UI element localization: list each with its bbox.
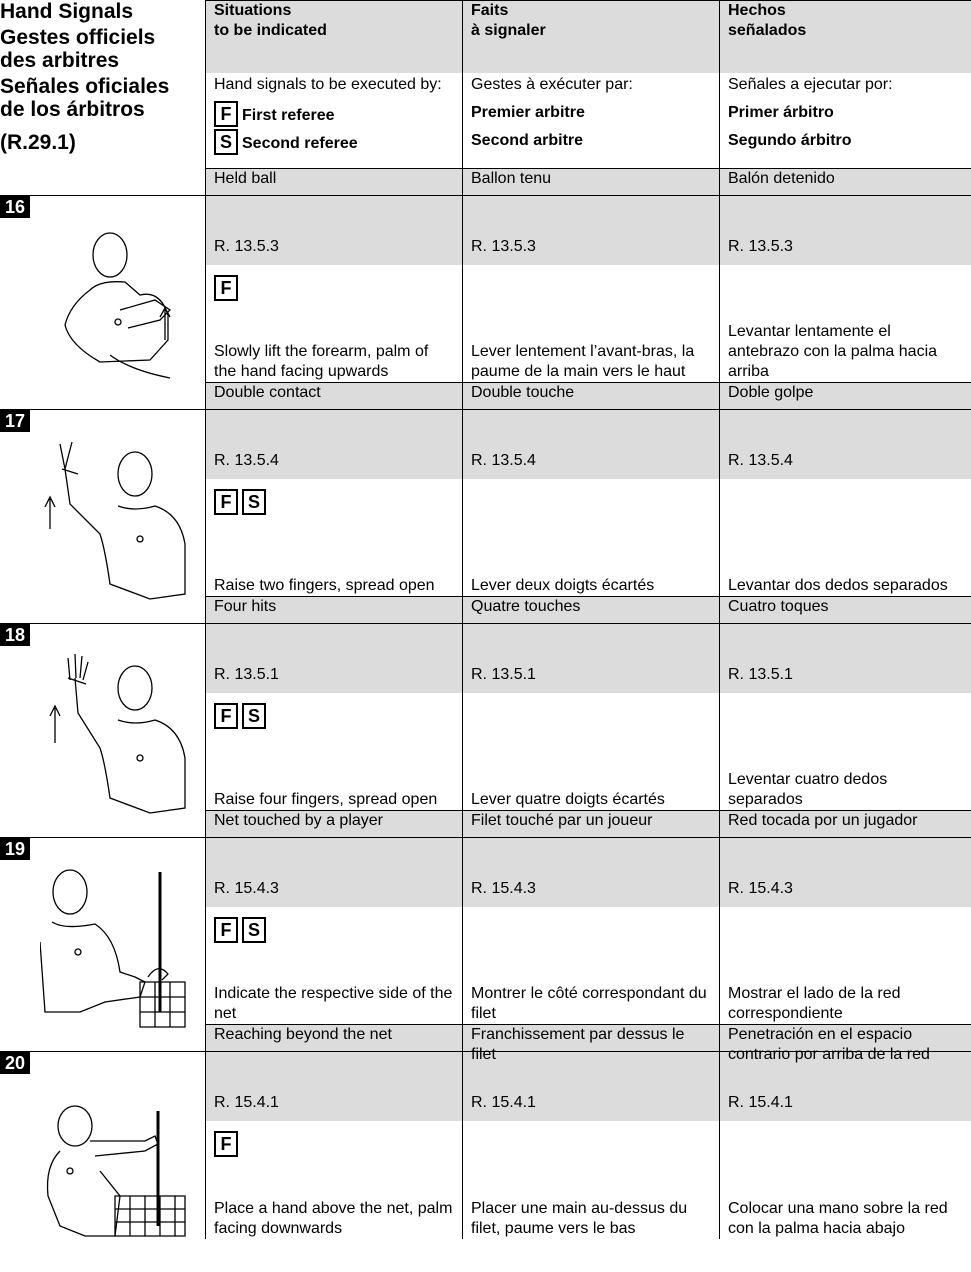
second-referee-box: S xyxy=(242,489,266,515)
signal-20-es-desc-cell xyxy=(720,1121,971,1239)
signal-title: Red tocada por un jugador xyxy=(728,812,918,829)
signal-description: Placer une main au-dessus du filet, paume vers le bas xyxy=(471,1199,688,1237)
rule-ref: R. 15.4.3 xyxy=(214,879,279,897)
rule-ref: R. 13.5.1 xyxy=(214,665,279,683)
second-referee-box: S xyxy=(242,917,266,943)
signal-19-es-title-cell xyxy=(720,811,971,907)
signal-16-es-title-cell xyxy=(720,169,971,265)
rule-ref: R. 15.4.1 xyxy=(728,1093,793,1111)
first-referee-box: F xyxy=(214,1131,238,1157)
title-english: Hand Signals xyxy=(0,0,134,23)
header-row xyxy=(206,1,971,73)
signal-19-fr-title-cell xyxy=(463,811,720,907)
signal-title: Double contact xyxy=(214,384,321,401)
signal-19-fr-desc-cell xyxy=(463,907,720,1025)
signal-row-19-desc xyxy=(206,907,971,1025)
signal-description: Lever quatre doigts écartés xyxy=(471,791,665,808)
row-divider xyxy=(0,837,971,838)
signal-18-en-title-cell xyxy=(206,597,463,693)
row-divider xyxy=(0,195,971,196)
signal-title: Penetración en el espacio contrario por arriba de la red xyxy=(728,1026,930,1063)
signal-row-18-title xyxy=(206,597,971,693)
signal-title: Reaching beyond the net xyxy=(214,1026,392,1043)
header-spanish: Hechos señalados xyxy=(720,1,971,73)
signal-row-20-title xyxy=(206,1025,971,1121)
row-divider xyxy=(0,409,971,410)
referee-boxes xyxy=(214,1131,242,1157)
second-referee-box: S xyxy=(242,703,266,729)
held-ball-illustration xyxy=(40,220,190,390)
rule-ref: R. 13.5.4 xyxy=(471,451,536,469)
signal-row-17-title xyxy=(206,383,971,479)
four-hits-illustration xyxy=(40,648,190,818)
signal-20-es-title-cell xyxy=(720,1025,971,1121)
intro-spanish: Señales a ejecutar por: Primer árbitro Segundo árbitro xyxy=(720,73,971,169)
signal-18-fr-title-cell xyxy=(463,597,720,693)
intro-row xyxy=(206,73,971,169)
sidebar-title xyxy=(0,0,200,154)
signal-number-badge: 16 xyxy=(0,196,30,218)
rule-ref: R. 15.4.1 xyxy=(471,1093,536,1111)
signal-20-fr-title-cell xyxy=(463,1025,720,1121)
signal-16-es-desc-cell xyxy=(720,265,971,383)
signal-row-16-desc xyxy=(206,265,971,383)
signal-title: Held ball xyxy=(214,170,277,187)
rule-ref: R. 13.5.3 xyxy=(471,237,536,255)
signal-description: Mostrar el lado de la red correspondiente xyxy=(728,985,901,1022)
signal-16-fr-desc-cell xyxy=(463,265,720,383)
first-referee-box: F xyxy=(214,275,238,301)
signal-description: Indicate the respective side of the net xyxy=(214,985,453,1022)
signal-18-es-title-cell xyxy=(720,597,971,693)
signal-20-fr-desc-cell xyxy=(463,1121,720,1239)
signal-19-es-desc-cell xyxy=(720,907,971,1025)
signal-17-es-desc-cell xyxy=(720,479,971,597)
rule-ref: R. 15.4.3 xyxy=(471,879,536,897)
net-touched-illustration xyxy=(40,862,190,1032)
rule-reference: (R.29.1) xyxy=(0,131,76,154)
signal-16-fr-title-cell xyxy=(463,169,720,265)
signal-18-fr-desc-cell xyxy=(463,693,720,811)
first-referee-box: F xyxy=(214,703,238,729)
referee-boxes xyxy=(214,703,270,729)
signal-16-en-title-cell xyxy=(206,169,463,265)
signal-number-badge: 17 xyxy=(0,410,30,432)
intro-english: Hand signals to be executed by: F First referee S Second referee xyxy=(206,73,463,169)
signal-title: Balón detenido xyxy=(728,170,835,187)
first-referee-box: F xyxy=(214,101,238,127)
signal-17-fr-title-cell xyxy=(463,383,720,479)
signal-number-badge: 18 xyxy=(0,624,30,646)
signal-description: Place a hand above the net, palm facing downwards xyxy=(214,1199,453,1237)
rule-ref: R. 13.5.1 xyxy=(471,665,536,683)
signal-title: Ballon tenu xyxy=(471,170,552,187)
signals-table xyxy=(205,0,971,1239)
rule-ref: R. 13.5.1 xyxy=(728,665,793,683)
rule-ref: R. 13.5.3 xyxy=(214,237,279,255)
reaching-beyond-net-illustration xyxy=(40,1076,190,1246)
intro-french: Gestes à exécuter par: Premier arbitre Second arbitre xyxy=(463,73,720,169)
double-contact-illustration xyxy=(40,434,190,604)
signal-title: Double touche xyxy=(471,384,575,401)
signal-description: Levantar lentamente el antebrazo con la palma hacia arriba xyxy=(728,323,938,380)
first-referee-box: F xyxy=(214,917,238,943)
signal-18-es-desc-cell xyxy=(720,693,971,811)
signal-description: Montrer le côté correspondant du filet xyxy=(471,985,707,1022)
signal-title: Doble golpe xyxy=(728,384,814,401)
signal-17-en-title-cell xyxy=(206,383,463,479)
signal-17-fr-desc-cell xyxy=(463,479,720,597)
signal-title: Cuatro toques xyxy=(728,598,829,615)
signal-title: Filet touché par un joueur xyxy=(471,812,653,829)
signal-description: Lever lentement l’avant-bras, la paume de la main vers le haut xyxy=(471,343,695,380)
signal-17-es-title-cell xyxy=(720,383,971,479)
signal-number-badge: 19 xyxy=(0,838,30,860)
signal-row-16-title xyxy=(206,169,971,265)
referee-boxes xyxy=(214,489,270,515)
signal-title: Net touched by a player xyxy=(214,812,383,829)
title-french: Gestes officiels des arbitres xyxy=(0,26,156,72)
referee-boxes xyxy=(214,917,270,943)
header-french: Faits à signaler xyxy=(463,1,720,73)
signal-row-18-desc xyxy=(206,693,971,811)
signal-row-19-title xyxy=(206,811,971,907)
signal-19-en-title-cell xyxy=(206,811,463,907)
signal-row-17-desc xyxy=(206,479,971,597)
signal-17-en-desc-cell xyxy=(206,479,463,597)
title-spanish: Señales oficiales de los árbitros xyxy=(0,75,170,121)
signal-description: Levantar dos dedos separados xyxy=(728,577,948,594)
signal-title: Quatre touches xyxy=(471,598,581,615)
rule-ref: R. 13.5.4 xyxy=(728,451,793,469)
signal-description: Leventar cuatro dedos separados xyxy=(728,771,888,808)
signal-16-en-desc-cell xyxy=(206,265,463,383)
row-divider xyxy=(0,1051,971,1052)
rule-ref: R. 15.4.1 xyxy=(214,1093,279,1111)
row-divider xyxy=(0,623,971,624)
signal-row-20-desc xyxy=(206,1121,971,1239)
signal-description: Raise four fingers, spread open xyxy=(214,791,438,808)
signal-number-badge: 20 xyxy=(0,1052,30,1074)
signal-title: Four hits xyxy=(214,598,277,615)
rule-ref: R. 13.5.4 xyxy=(214,451,279,469)
first-referee-box: F xyxy=(214,489,238,515)
signal-description: Colocar una mano sobre la red con la palma hacia abajo xyxy=(728,1199,948,1237)
rule-ref: R. 13.5.3 xyxy=(728,237,793,255)
header-english: Situations to be indicated xyxy=(206,1,463,73)
signal-19-en-desc-cell xyxy=(206,907,463,1025)
signal-description: Slowly lift the forearm, palm of the hand facing upwards xyxy=(214,343,429,380)
second-referee-box: S xyxy=(214,129,238,155)
signal-20-en-desc-cell xyxy=(206,1121,463,1239)
signal-title: Franchissement par dessus le filet xyxy=(471,1026,685,1063)
signal-description: Raise two fingers, spread open xyxy=(214,577,435,594)
referee-boxes xyxy=(214,275,242,301)
signal-18-en-desc-cell xyxy=(206,693,463,811)
rule-ref: R. 15.4.3 xyxy=(728,879,793,897)
signal-description: Lever deux doigts écartés xyxy=(471,577,655,594)
signal-20-en-title-cell xyxy=(206,1025,463,1121)
